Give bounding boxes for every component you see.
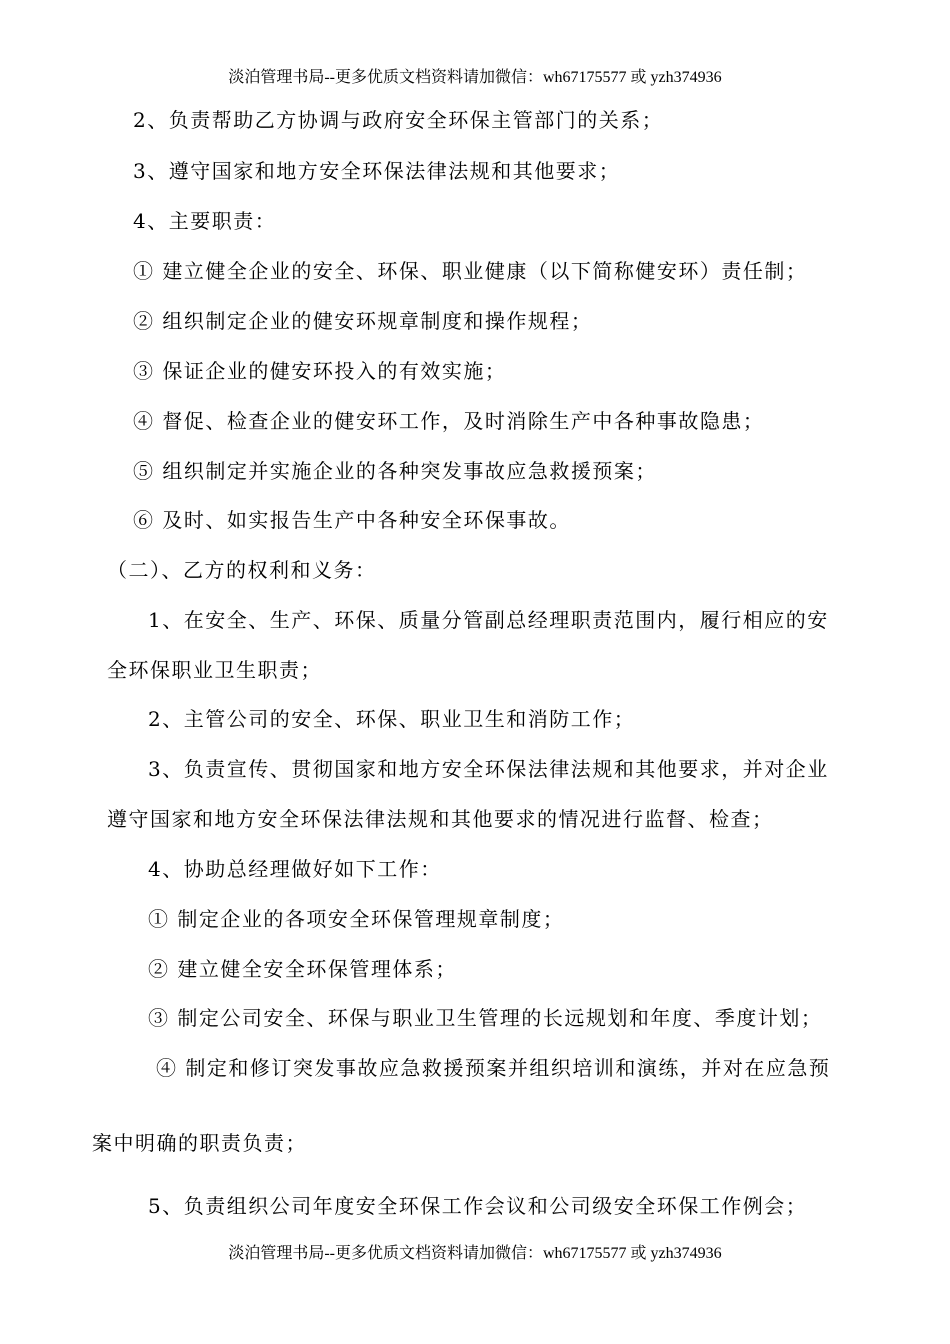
paragraph-line: ③ 制定公司安全、环保与职业卫生管理的长远规划和年度、季度计划； — [148, 1006, 823, 1030]
paragraph-line: 案中明确的职责负责； — [92, 1131, 307, 1155]
paragraph-line: 5、负责组织公司年度安全环保工作会议和公司级安全环保工作例会； — [148, 1194, 808, 1218]
paragraph-line: 2、负责帮助乙方协调与政府安全环保主管部门的关系； — [133, 108, 664, 132]
page-footer-watermark: 淡泊管理书局--更多优质文档资料请加微信：wh67175577 或 yzh374936 — [228, 1245, 722, 1262]
paragraph-line: 4、协助总经理做好如下工作： — [148, 857, 442, 881]
paragraph-line: 2、主管公司的安全、环保、职业卫生和消防工作； — [148, 707, 636, 731]
paragraph-line: ⑤ 组织制定并实施企业的各种突发事故应急救援预案； — [133, 459, 657, 483]
paragraph-line: ② 建立健全安全环保管理体系； — [148, 957, 457, 981]
paragraph-line: 1、在安全、生产、环保、质量分管副总经理职责范围内，履行相应的安 — [148, 608, 829, 632]
section-heading: （二）、乙方的权利和义务： — [107, 558, 377, 582]
page-header-watermark: 淡泊管理书局--更多优质文档资料请加微信：wh67175577 或 yzh374936 — [228, 69, 722, 86]
paragraph-line: 3、负责宣传、贯彻国家和地方安全环保法律法规和其他要求，并对企业 — [148, 757, 829, 781]
paragraph-line: ④ 制定和修订突发事故应急救援预案并组织培训和演练，并对在应急预 — [156, 1056, 831, 1080]
paragraph-line: ② 组织制定企业的健安环规章制度和操作规程； — [133, 309, 593, 333]
paragraph-line: 4、主要职责： — [133, 209, 277, 233]
paragraph-line: ① 制定企业的各项安全环保管理规章制度； — [148, 907, 565, 931]
paragraph-line: ④ 督促、检查企业的健安环工作，及时消除生产中各种事故隐患； — [133, 409, 765, 433]
paragraph-line: ① 建立健全企业的安全、环保、职业健康（以下简称健安环）责任制； — [133, 259, 808, 283]
paragraph-line: 遵守国家和地方安全环保法律法规和其他要求的情况进行监督、检查； — [107, 807, 774, 831]
paragraph-line: ⑥ 及时、如实报告生产中各种安全环保事故。 — [133, 508, 571, 532]
paragraph-line: 全环保职业卫生职责； — [107, 658, 322, 682]
paragraph-line: 3、遵守国家和地方安全环保法律法规和其他要求； — [133, 159, 621, 183]
paragraph-line: ③ 保证企业的健安环投入的有效实施； — [133, 359, 507, 383]
